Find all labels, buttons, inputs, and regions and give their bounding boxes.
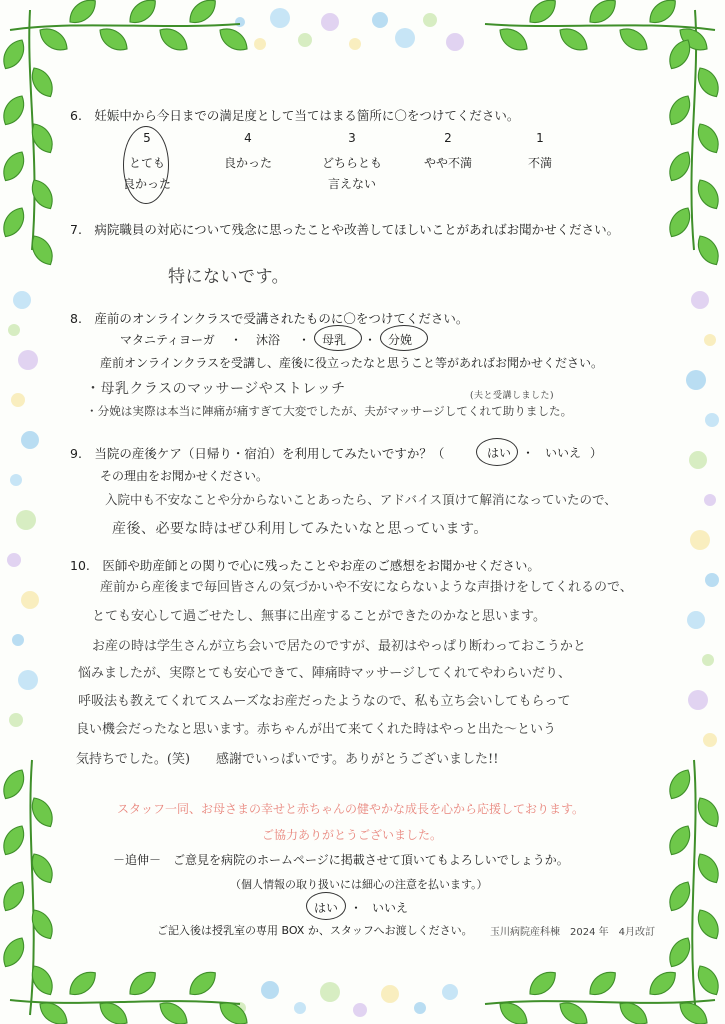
pastel-dot (13, 291, 31, 309)
leaf-shape (525, 0, 561, 28)
leaf-path (0, 148, 29, 185)
leaf-shape (185, 0, 221, 28)
q8-sep-3: ・ (364, 333, 377, 347)
scale-5-hand-circle (123, 126, 169, 204)
pastel-dot (270, 8, 290, 28)
leaf-shape (35, 23, 71, 55)
q8-answer-2: ・分娩は実際は本当に陣痛が痛すぎて大変でしたが、夫がマッサージしてくれて助りました。 (86, 404, 573, 418)
leaf-shape (0, 766, 29, 803)
q10-question: 10. 医師や助産師との関りで心に残ったことやお産のご感想をお聞かせください。 (70, 558, 540, 573)
leaf-path (693, 232, 724, 269)
leaf-path (155, 23, 191, 55)
q9-sub: その理由をお聞かせください。 (100, 469, 269, 483)
scale-1-label: 不満 (527, 156, 552, 170)
leaf-shape (0, 92, 29, 129)
q8-option-bath: 沐浴 (256, 333, 281, 347)
leaf-shape (664, 92, 695, 129)
q10-line-7: 気持ちでした。(笑) 感謝でいっぱいです。ありがとうございました!! (76, 752, 499, 767)
leaf-shape (125, 0, 161, 28)
footer-pink-message: スタッフ一同、お母さまの幸せと赤ちゃんの健やかな成長を心から応援しております。 (117, 802, 585, 816)
pastel-dot (705, 413, 719, 427)
q8-note: (夫と受講しました) (470, 391, 555, 401)
pastel-dot (688, 690, 708, 710)
q10-line-6: 良い機会だったなと思います。赤ちゃんが出て来てくれた時はやっと出た～という (76, 722, 556, 737)
leaf-shape (693, 120, 724, 157)
leaf-path (35, 997, 71, 1024)
leaf-path (615, 997, 651, 1024)
leaf-shape (65, 0, 101, 28)
footer-postscript: －追伸－ ご意見を病院のホームページに掲載させて頂いてもよろしいでしょうか。 (113, 853, 569, 867)
leaf-path (664, 766, 695, 803)
leaf-path (525, 966, 561, 1000)
leaf-path (664, 822, 695, 859)
footer-thanks: ご協力ありがとうございました。 (262, 828, 443, 842)
pastel-dot (18, 350, 38, 370)
pastel-dot (702, 654, 714, 666)
q10-line-2: とても安心して過ごせたし、無事に出産することができたのかなと思います。 (92, 609, 546, 624)
pastel-dot (12, 634, 24, 646)
leaf-path (65, 0, 101, 28)
pastel-dot (254, 38, 266, 50)
q10-line-5: 呼吸法も教えてくれてスムーズなお産だったようなので、私も立ち会いしてもらって (78, 694, 571, 709)
q9-yes: はい (487, 446, 512, 460)
pastel-dot (9, 713, 23, 727)
q9-no: いいえ (545, 446, 582, 460)
leaf-shape (693, 794, 724, 831)
pastel-dot (687, 611, 705, 629)
pastel-dot (703, 733, 717, 747)
leaf-path (215, 997, 251, 1024)
pastel-dot (395, 28, 415, 48)
leaf-path (693, 962, 724, 999)
leaf-shape (693, 850, 724, 887)
q8-option-delivery: 分娩 (388, 333, 413, 347)
leaf-path (125, 0, 161, 28)
pastel-dot (298, 33, 312, 47)
leaf-shape (693, 232, 724, 269)
pastel-dot (705, 573, 719, 587)
leaf-shape (645, 0, 681, 28)
leaf-shape (27, 120, 58, 157)
leaf-shape (615, 997, 651, 1024)
leaf-path (0, 878, 29, 915)
leaf-path (185, 966, 221, 1000)
pastel-dot (21, 591, 39, 609)
q9-answer-1: 入院中も不安なことや分からないことあったら、アドバイス頂けて解消になっていたので、 (105, 492, 617, 507)
leaf-path (615, 23, 651, 55)
leaf-path (0, 822, 29, 859)
leaf-shape (525, 966, 561, 1000)
pastel-dot (8, 324, 20, 336)
leaf-shape (27, 232, 58, 269)
leaf-path (0, 204, 29, 241)
leaf-shape (495, 23, 531, 55)
scale-4-label: 良かった (223, 156, 272, 170)
pastel-dot (691, 291, 709, 309)
leaf-shape (125, 966, 161, 1000)
footer-instructions: ご記入後は授乳室の専用 BOX か、スタッフへお渡しください。 (157, 924, 473, 937)
scale-5-label: とても (128, 156, 165, 170)
leaf-path (664, 934, 695, 971)
q8-sep-1: ・ (230, 333, 243, 347)
leaf-path (27, 906, 58, 943)
leaf-path (693, 176, 724, 213)
pastel-dot (321, 13, 339, 31)
leaf-shape (585, 0, 621, 28)
leaf-shape (693, 176, 724, 213)
q8-option-yoga: マタニティヨーガ (120, 333, 215, 347)
q7-answer: 特にないです。 (168, 267, 290, 287)
leaf-shape (585, 966, 621, 1000)
leaf-shape (27, 906, 58, 943)
pastel-dot (10, 474, 22, 486)
leaf-shape (0, 934, 29, 971)
q8-option-breastmilk: 母乳 (322, 333, 347, 347)
scale-3-label-2: 言えない (327, 177, 376, 191)
pastel-dot (704, 334, 716, 346)
pastel-dot (690, 530, 710, 550)
leaf-path (0, 92, 29, 129)
vine-stem (692, 760, 696, 1015)
pastel-dot (446, 33, 464, 51)
leaf-shape (693, 64, 724, 101)
leaf-path (693, 850, 724, 887)
pastel-dot (689, 451, 707, 469)
footer-yes: はい (314, 901, 339, 915)
q9-question: 9. 当院の産後ケア（日帰り・宿泊）を利用してみたいですか？（ (70, 446, 445, 461)
leaf-path (664, 204, 695, 241)
pastel-dot (320, 982, 340, 1002)
leaf-path (185, 0, 221, 28)
leaf-path (215, 23, 251, 55)
leaf-path (645, 966, 681, 1000)
pastel-dot (353, 1003, 367, 1017)
pastel-dot (381, 985, 399, 1003)
leaf-shape (215, 997, 251, 1024)
pastel-dot (235, 17, 245, 27)
leaf-shape (664, 204, 695, 241)
q9-yes-hand-circle (476, 438, 518, 466)
q8-sub: 産前オンラインクラスを受講し、産後に役立ったなと思うこと等があればお聞かせください。 (100, 356, 604, 370)
leaf-shape (215, 23, 251, 55)
q8-question: 8. 産前のオンラインクラスで受講されたものに〇をつけてください。 (70, 311, 469, 326)
pastel-dot (261, 981, 279, 999)
scale-4-number: 4 (244, 131, 252, 145)
leaf-shape (0, 204, 29, 241)
q9-close: ） (590, 446, 603, 460)
scale-2-number: 2 (444, 131, 452, 145)
leaf-path (95, 23, 131, 55)
leaf-path (555, 23, 591, 55)
leaf-shape (95, 23, 131, 55)
footer-no: いいえ (372, 901, 409, 915)
footer-hospital-revision: 玉川病院産科棟 2024 年 4月改訂 (490, 927, 655, 938)
scale-3-label: どちらとも (321, 156, 382, 170)
pastel-dot (704, 494, 716, 506)
pastel-dot (21, 431, 39, 449)
leaf-shape (693, 906, 724, 943)
scale-1-number: 1 (536, 131, 544, 145)
pastel-dot (442, 984, 458, 1000)
breastmilk-hand-circle (314, 325, 362, 351)
leaf-path (645, 0, 681, 28)
leaf-path (27, 232, 58, 269)
pastel-dot (414, 1002, 426, 1014)
leaf-path (664, 92, 695, 129)
leaf-path (125, 966, 161, 1000)
vine-stem (485, 24, 715, 30)
scale-5-number: 5 (143, 131, 151, 145)
leaf-path (693, 64, 724, 101)
pastel-dot (349, 38, 361, 50)
leaf-shape (0, 148, 29, 185)
leaf-path (525, 0, 561, 28)
leaf-shape (65, 966, 101, 1000)
leaf-path (664, 878, 695, 915)
leaf-shape (664, 766, 695, 803)
footer-sep: ・ (350, 901, 363, 915)
pastel-dot (11, 393, 25, 407)
q10-line-3: お産の時は学生さんが立ち会いで居たのですが、最初はやっぱり断わっておこうかと (92, 639, 586, 654)
leaf-path (27, 176, 58, 213)
footer-privacy: （個人情報の取り扱いには細心の注意を払います。） (230, 878, 488, 891)
footer-yes-hand-circle (306, 892, 346, 920)
pastel-dot (423, 13, 437, 27)
leaf-shape (35, 997, 71, 1024)
q10-line-1: 産前から産後まで毎回皆さんの気づかいや不安にならないような声掛けをしてくれるので、 (100, 580, 633, 595)
leaf-shape (0, 822, 29, 859)
q6-question: 6. 妊娠中から今日までの満足度として当てはまる箇所に〇をつけてください。 (70, 108, 520, 123)
leaf-path (0, 934, 29, 971)
leaf-path (0, 36, 29, 73)
pastel-dot (686, 370, 706, 390)
leaf-path (27, 120, 58, 157)
leaf-path (65, 966, 101, 1000)
leaf-shape (664, 878, 695, 915)
q7-question: 7. 病院職員の対応について残念に思ったことや改善してほしいことがあればお聞かせください。 (70, 222, 620, 237)
leaf-path (495, 23, 531, 55)
leaf-path (585, 0, 621, 28)
pastel-dot (16, 510, 36, 530)
scale-2-label: やや不満 (423, 156, 472, 170)
leaf-path (693, 120, 724, 157)
q8-sep-2: ・ (298, 333, 311, 347)
leaf-shape (645, 966, 681, 1000)
pastel-dot (18, 670, 38, 690)
pastel-dot (372, 12, 388, 28)
leaf-shape (155, 23, 191, 55)
leaf-shape (185, 966, 221, 1000)
leaf-path (693, 794, 724, 831)
leaf-shape (615, 23, 651, 55)
scale-5-label-2: 良かった (122, 177, 171, 191)
leaf-path (0, 766, 29, 803)
q9-sep: ・ (522, 446, 535, 460)
pastel-dot (294, 1002, 306, 1014)
pastel-dot (7, 553, 21, 567)
leaf-shape (664, 934, 695, 971)
leaf-shape (0, 36, 29, 73)
q10-line-4: 悩みましたが、実際とても安心できて、陣痛時マッサージしてくれてやわらいだり、 (78, 666, 571, 681)
leaf-shape (555, 23, 591, 55)
leaf-shape (693, 962, 724, 999)
delivery-hand-circle (380, 325, 428, 351)
leaf-path (35, 23, 71, 55)
leaf-shape (0, 878, 29, 915)
scale-3-number: 3 (348, 131, 356, 145)
q8-answer-1: ・母乳クラスのマッサージやストレッチ (86, 381, 346, 397)
leaf-path (585, 966, 621, 1000)
q9-answer-2: 産後、必要な時はぜひ利用してみたいなと思っています。 (112, 521, 488, 537)
leaf-shape (664, 822, 695, 859)
leaf-path (693, 906, 724, 943)
leaf-shape (27, 176, 58, 213)
